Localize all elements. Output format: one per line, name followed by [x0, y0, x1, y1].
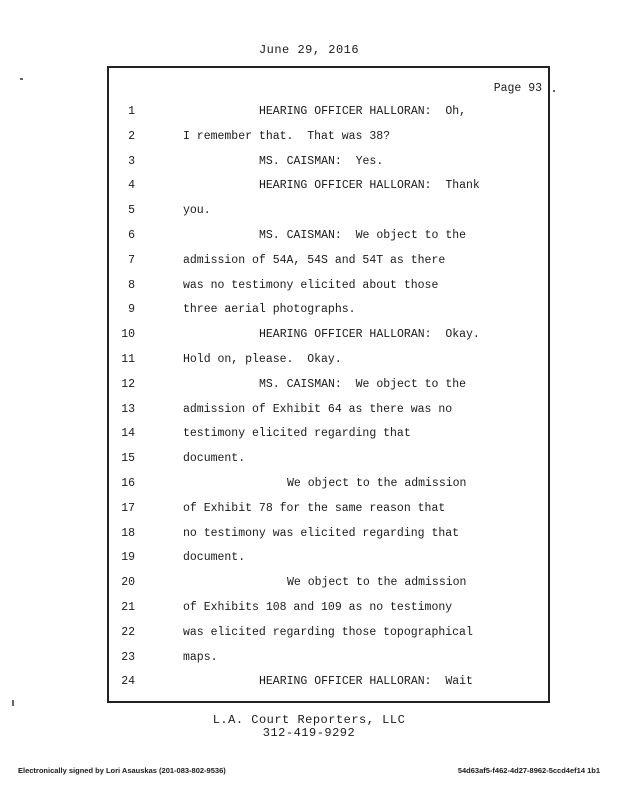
line-number: 7 [128, 253, 135, 267]
page-number: Page 93 [493, 82, 542, 95]
line-number: 13 [121, 402, 135, 416]
line-text: We object to the admission [287, 576, 467, 590]
line-number: 11 [121, 353, 135, 366]
line-text: HEARING OFFICER HALLORAN: Oh, [259, 105, 467, 118]
transcript-line [109, 502, 549, 522]
page-footer [0, 714, 618, 740]
line-number: 9 [128, 303, 135, 317]
line-text: of Exhibit 78 for the same reason that [183, 501, 446, 515]
transcript-line [109, 427, 549, 447]
transcript-line [109, 626, 549, 646]
transcript-date: June 29, 2016 [258, 43, 360, 57]
line-number: 10 [121, 328, 135, 342]
line-number: 23 [121, 650, 135, 664]
line-number: 15 [121, 452, 135, 466]
transcript-line [109, 452, 549, 472]
transcript-line [109, 353, 549, 373]
transcript-line [109, 675, 549, 695]
transcript-line [109, 527, 549, 547]
transcript-line [109, 155, 549, 175]
court-reporter-phone: 312-419-9292 [262, 726, 356, 740]
transcript-line [109, 601, 549, 621]
line-text: was no testimony elicited about those [183, 278, 439, 292]
line-number: 3 [128, 154, 135, 168]
transcript-line [109, 651, 549, 671]
transcript-page-frame [107, 66, 550, 703]
transcript-line [109, 179, 549, 199]
transcript-line [109, 303, 549, 323]
line-text: admission of Exhibit 64 as there was no [183, 402, 453, 416]
line-number: 14 [121, 427, 135, 441]
transcript-line [109, 229, 549, 249]
transcript-line [109, 576, 549, 596]
transcript-line [109, 130, 549, 150]
scan-speck [12, 700, 14, 706]
line-text: testimony elicited regarding that [183, 427, 411, 441]
electronic-signature: Electronically signed by Lori Asauskas (201-083-802-9536) [18, 766, 226, 775]
line-text: admission of 54A, 54S and 54T as there [183, 253, 446, 267]
line-text: HEARING OFFICER HALLORAN: Thank [259, 179, 480, 193]
line-number: 16 [121, 477, 135, 490]
line-number: 18 [121, 526, 135, 540]
line-number: 24 [121, 675, 135, 689]
document-id: 54d63af5-f462-4d27-8962-5ccd4ef14 1b1 [457, 766, 600, 775]
line-number: 17 [121, 501, 135, 515]
line-number: 6 [128, 229, 135, 242]
line-text: I remember that. That was 38? [183, 129, 391, 143]
line-text: Hold on, please. Okay. [183, 353, 342, 366]
line-text: HEARING OFFICER HALLORAN: Okay. [259, 328, 480, 342]
line-number: 4 [128, 179, 135, 193]
line-text: HEARING OFFICER HALLORAN: Wait [259, 675, 473, 689]
line-text: MS. CAISMAN: We object to the [259, 229, 467, 242]
court-reporter-name: L.A. Court Reporters, LLC [212, 713, 406, 727]
line-text: MS. CAISMAN: Yes. [259, 154, 384, 168]
line-text: of Exhibits 108 and 109 as no testimony [183, 601, 453, 614]
transcript-line [109, 378, 549, 398]
scan-speck [553, 90, 555, 92]
line-number: 2 [128, 129, 135, 143]
transcript-line [109, 328, 549, 348]
line-text: maps. [183, 650, 218, 664]
transcript-line [109, 105, 549, 125]
transcript-line [109, 254, 549, 274]
line-text: was elicited regarding those topographical [183, 625, 473, 639]
line-text: document. [183, 452, 246, 466]
line-text: no testimony was elicited regarding that [183, 526, 460, 540]
line-number: 1 [128, 105, 135, 118]
line-text: document. [183, 551, 246, 565]
line-number: 19 [121, 551, 135, 565]
line-number: 12 [121, 377, 135, 391]
transcript-line [109, 279, 549, 299]
line-text: MS. CAISMAN: We object to the [259, 377, 467, 391]
line-number: 20 [121, 576, 135, 590]
line-number: 21 [121, 601, 135, 614]
scan-speck [20, 78, 23, 80]
transcript-line [109, 477, 549, 497]
line-number: 5 [128, 204, 135, 218]
line-number: 8 [128, 278, 135, 292]
transcript-line [109, 551, 549, 571]
line-number: 22 [121, 625, 135, 639]
line-text: you. [183, 204, 211, 218]
transcript-line [109, 403, 549, 423]
line-text: We object to the admission [287, 477, 467, 490]
line-text: three aerial photographs. [183, 303, 356, 317]
transcript-line [109, 204, 549, 224]
